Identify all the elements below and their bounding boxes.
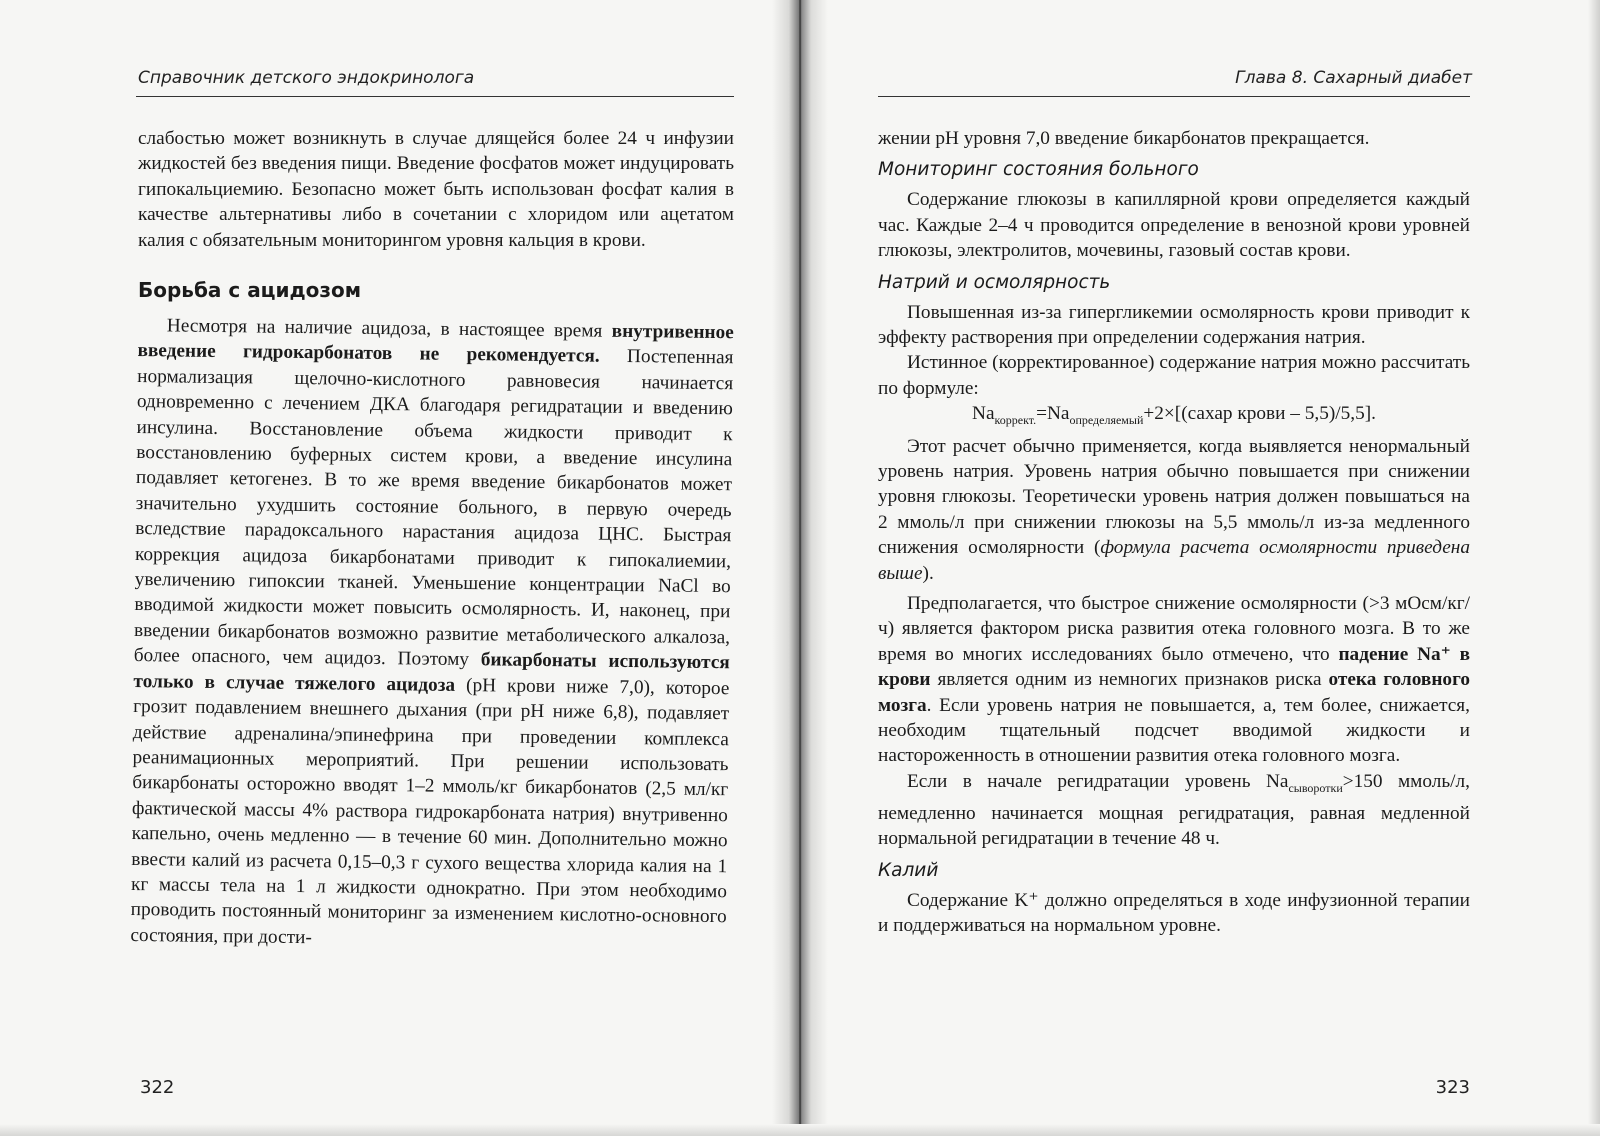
left-text-column: [130, 126, 734, 948]
section-heading: Борьба с ацидозом: [138, 278, 362, 303]
paragraph: Предполагается, что быстрое снижение осмолярности (>3 мОсм/кг/ч) является фактором риска развития отека головного мозга. В то же время во многих исследованиях было отмечено, что падение Na⁺ в крови является одним из немногих признаков риска отека головного мозга. Если уровень натрия не повышается, а, тем более, снижается, необходим тщательный подсчет вводимой жидкости и настороженность в отношении развития отека головного мозга.: [878, 592, 1470, 767]
right-text-column: [878, 126, 1470, 939]
header-rule-right: [878, 96, 1470, 97]
left-page: [0, 0, 790, 1136]
page-edge: [1588, 0, 1600, 1136]
paragraph: Этот расчет обычно применяется, когда выявляется ненормальный уровень натрия. Уровень натрия обычно повышается при снижении уровня глюкозы. Теоретически уровень натрия должен повышаться на 2 ммоль/л при снижении глюкозы на 5,5 ммоль/л из-за медленного снижения осмолярности (формула расчета осмолярности приведена выше).: [878, 435, 1470, 584]
paragraph: Содержание K⁺ должно определяться в ходе инфузионной терапии и поддерживаться на нормальном уровне.: [878, 889, 1470, 937]
left-body-block: [130, 313, 734, 955]
running-head-right: Глава 8. Сахарный диабет: [1235, 68, 1472, 88]
running-head-left: Справочник детского эндокринолога: [138, 68, 475, 88]
subheading: Натрий и осмолярность: [878, 271, 1111, 293]
book-gutter-shadow: [772, 0, 828, 1136]
header-rule-left: [136, 96, 734, 97]
paragraph: Повышенная из-за гипергликемии осмолярность крови приводит к эффекту растворения при определении содержания натрия.: [878, 301, 1470, 349]
paragraph: слабостью может возникнуть в случае длящейся более 24 ч инфузии жидкостей без введения пищи. Введение фосфатов может индуцировать гипокальциемию. Безопасно может быть использован фосфат калия в качестве альтернативы либо в сочетании с хлоридом или ацетатом калия с обязательным мониторингом уровня кальция в крови.: [138, 128, 734, 251]
paragraph: Несмотря на наличие ацидоза, в настоящее время внутривенное введение гидрокарбонатов не рекомендуется. Постепенная нормализация щелочно-кислотного равновесия начинается одновременно с лечением ДКА благодаря регидратации и введению инсулина. Восстановление объема жидкости приводит к восстановлению буферных систем крови, а введение инсулина подавляет кетогенез. В то же время введение бикарбонатов может значительно ухудшить состояние больного, в первую очередь вследствие парадоксального нарастания ацидоза ЦНС. Быстрая коррекция ацидоза бикарбонатами приводит к гипокалиемии, увеличению гипоксии тканей. Уменьшение концентрации NaCl во вводимой жидкости может повысить осмолярность. И, наконец, при введении бикарбонатов возможно развитие метаболического алкалоза, более опасного, чем ацидоз. Поэтому бикарбонаты используются только в случае тяжелого ацидоза (pH крови ниже 7,0), которое грозит подавлением внешнего дыхания (при pH ниже 6,8), подавляет действие адреналина/эпинефрина при проведении комплекса реанимационных мероприятий. При решении использовать бикарбонаты осторожно вводят 1–2 ммоль/кг бикарбонатов (2,5 мл/кг фактической массы 4% раствора гидрокарбоната натрия) внутривенно капельно, очень медленно — в течение 60 мин. Дополнительно можно ввести калий из расчета 0,15–0,3 г сухого вещества хлорида калия на 1 кг массы тела на 1 л жидкости однократно. При этом необходимо проводить постоянный мониторинг за изменением кислотно-основного состояния, при дости-: [130, 315, 734, 948]
page-number-right: 323: [1435, 1077, 1470, 1098]
sodium-formula: $Na_{коррект.}=Na_{определяемый}+2\times[(сахар$ крови – 5,5)/5,5].: [972, 403, 1376, 428]
paragraph: Если в начале регидратации уровень $Na_{сыворотки}>150$ ммоль/л, немедленно начинается мощная регидратация, равная медленной нормальной регидратации в течение 48 ч.: [878, 770, 1470, 850]
page-number-left: 322: [140, 1077, 175, 1098]
page-bottom-edge: [0, 1124, 1600, 1136]
paragraph: Содержание глюкозы в капиллярной крови определяется каждый час. Каждые 2–4 ч проводится определение в венозной крови уровней глюкозы, электролитов, мочевины, газовый состав крови.: [878, 189, 1470, 262]
paragraph: Истинное (корректированное) содержание натрия можно рассчитать по формуле:: [878, 352, 1470, 399]
subheading: Калий: [878, 859, 939, 881]
paragraph: жении pH уровня 7,0 введение бикарбонатов прекращается.: [878, 128, 1370, 149]
subheading: Мониторинг состояния больного: [878, 159, 1199, 181]
right-page: [800, 0, 1600, 1136]
